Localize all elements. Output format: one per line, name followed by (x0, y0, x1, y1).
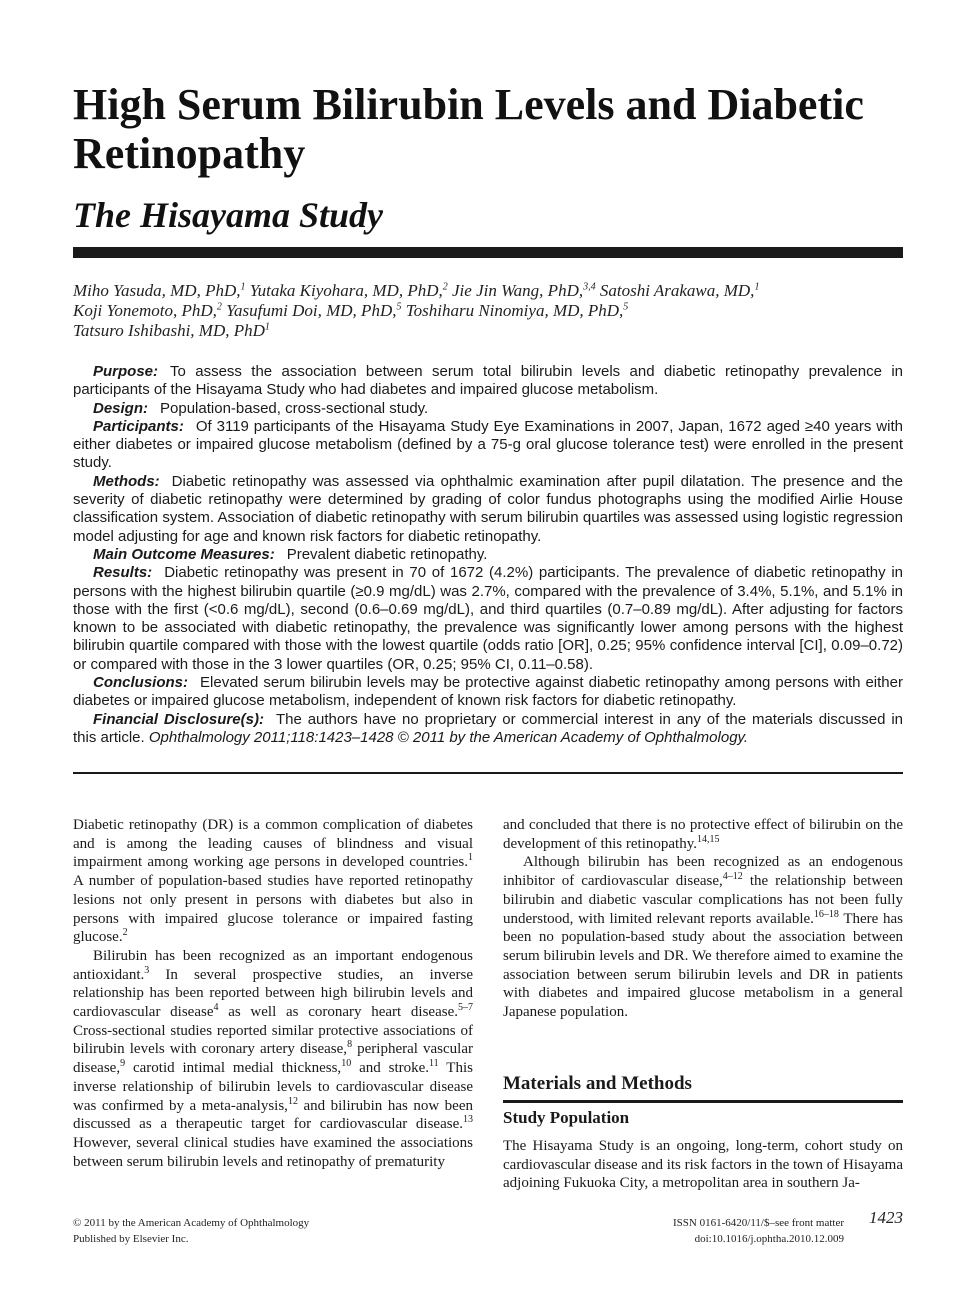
reference-number: 10 (341, 1058, 352, 1070)
reference-number: 5–7 (458, 1002, 473, 1014)
body-text-run: In several prospective studies, an inverse relationship has been reported between high bilirubin levels and cardiovascular disease (73, 966, 473, 1021)
author (73, 281, 246, 300)
subsection-heading: Study Population (503, 1108, 630, 1127)
body-text-run: Although bilirubin has been recognized as an endogenous inhibitor of cardiovascular disease, (503, 854, 903, 890)
footer-right (600, 1215, 844, 1247)
body-paragraph (503, 1137, 903, 1193)
body-column-right (503, 816, 903, 1022)
reference-number: 1 (468, 852, 473, 864)
body-text-run: This inverse relationship of bilirubin levels to cardiovascular disease was confirmed by a meta-analysis, (73, 1060, 473, 1114)
abstract-label: Design: (93, 399, 149, 417)
article-title: High Serum Bilirubin Levels and Diabetic Retinopathy (73, 80, 864, 178)
abstract-section (73, 400, 903, 418)
author-name: Miho Yasuda, MD, PhD, (73, 281, 241, 300)
abstract-section (73, 674, 903, 711)
reference-number: 8 (347, 1039, 353, 1051)
abstract-label: Methods: (93, 472, 160, 490)
footer-publisher: Published by Elsevier Inc. (73, 1233, 189, 1245)
abstract-text: Prevalent diabetic retinopathy. (286, 545, 488, 563)
abstract-label: Main Outcome Measures: (93, 545, 275, 563)
abstract-label: Purpose: (93, 363, 159, 380)
author-name: Toshiharu Ninomiya, MD, PhD, (405, 301, 624, 320)
reference-number: 11 (429, 1058, 439, 1070)
reference-number: 12 (287, 1095, 298, 1107)
author (406, 301, 629, 320)
author-name: Tatsuro Ishibashi, MD, PhD (73, 321, 265, 340)
body-text-run: carotid intimal medial thickness, (125, 1060, 342, 1077)
abstract-section (73, 546, 903, 564)
abstract-label: Results: (93, 564, 153, 582)
page-number: 1423 (869, 1208, 903, 1227)
reference-number: 4 (213, 1002, 219, 1014)
body-column-left (73, 816, 473, 1171)
abstract-text: The authors have no proprietary or commercial interest in any of the materials discussed in this article. (73, 710, 903, 746)
reference-number: 3 (144, 964, 150, 976)
body-text-run: and bilirubin has now been discussed as a therapeutic target for cardiovascular disease. (73, 1097, 473, 1133)
author-affiliation: 3,4 (583, 281, 596, 293)
body-text-run: the relationship between bilirubin and diabetic vascular complications has not been fully understood, with limited relevant reports available. (503, 873, 903, 927)
author-affiliation: 5 (396, 301, 402, 313)
body-text-run: Cross-sectional studies reported similar protective associations of bilirubin levels with coronary artery disease, (73, 1022, 473, 1058)
author-line (73, 301, 903, 321)
abstract-text: To assess the association between serum total bilirubin levels and diabetic retinopathy prevalence in participants of the Hisayama Study who had diabetes and impaired glucose metabolism. (73, 363, 903, 399)
body-paragraph (73, 816, 473, 947)
body-column-right-continued (503, 1137, 903, 1193)
body-text-run: There has been no population-based study about the association between serum bilirubin levels and DR. We therefore aimed to examine the association between serum bilirubin levels and DR in patients with diabetes and impaired glucose metabolism in a general Japanese population. (503, 910, 903, 1021)
body-text-run: A number of population-based studies have reported retinopathy lesions not only present in persons with diabetes but also in persons with impaired glucose tolerance or impaired fasting glucose. (73, 873, 473, 946)
body-paragraph (73, 947, 473, 1171)
body-text-run: peripheral vascular disease, (73, 1041, 473, 1077)
reference-number: 4–12 (722, 871, 743, 883)
author-line (73, 281, 903, 301)
abstract-label: Participants: (93, 417, 184, 435)
body-text-run: as well as coronary heart disease. (218, 1004, 458, 1021)
body-text-run: and concluded that there is no protective effect of bilirubin on the development of this retinopathy. (503, 817, 903, 852)
author (73, 321, 270, 340)
author (600, 281, 760, 300)
article-subtitle: The Hisayama Study (73, 195, 384, 235)
author-name: Jie Jin Wang, PhD, (452, 281, 584, 300)
body-paragraph (503, 816, 903, 853)
body-text-run: Diabetic retinopathy (DR) is a common complication of diabetes and is among the leading causes of blindness and visual impairment among working age persons in developed countries. (73, 817, 473, 871)
author-affiliation: 1 (264, 321, 270, 333)
footer-issn: ISSN 0161-6420/11/$–see front matter (673, 1217, 844, 1229)
body-paragraph (503, 853, 903, 1021)
section-divider (503, 1100, 903, 1103)
abstract-text: Diabetic retinopathy was present in 70 of 1672 (4.2%) participants. The prevalence of diabetic retinopathy in persons with the highest bilirubin quartile (≥0.9 mg/dL) was 2.7%, compared with the prevalence of 3.4%, 5.1%, and 5.1% in those with the first (<0.6 mg/dL), second (0.6–0.69 mg/dL), and third quartiles (0.7–0.89 mg/dL). After adjusting for factors known to be associated with diabetic retinopathy, the prevalence was significantly lower among persons with the highest bilirubin quartile compared with those with the lowest quartile (odds ratio [OR], 0.25; 95% confidence interval [CI], 0.09–0.72) or compared with those in the 3 lower quartiles (OR, 0.25; 95% CI, 0.11–0.58). (73, 564, 903, 673)
author-affiliation: 2 (216, 301, 222, 313)
abstract-divider (73, 772, 903, 774)
author-affiliation: 2 (442, 281, 448, 293)
abstract-section (73, 418, 903, 473)
footer-copyright: © 2011 by the American Academy of Ophthalmology (73, 1217, 310, 1229)
author-name: Yasufumi Doi, MD, PhD, (226, 301, 397, 320)
reference-number: 16–18 (813, 908, 839, 920)
author (250, 281, 448, 300)
author-affiliation: 1 (754, 281, 760, 293)
footer-doi: doi:10.1016/j.ophtha.2010.12.009 (694, 1233, 844, 1245)
author (73, 301, 222, 320)
abstract-section (73, 363, 903, 400)
abstract-text: Diabetic retinopathy was assessed via ophthalmic examination after pupil dilatation. The presence and the severity of diabetic retinopathy were determined by grading of color fundus photographs using the modified Airlie House classification system. Association of diabetic retinopathy with serum bilirubin quartiles was assessed using logistic regression model adjusting for age and known risk factors for diabetic retinopathy. (73, 472, 903, 545)
abstract-text: Of 3119 participants of the Hisayama Study Eye Examinations in 2007, Japan, 1672 aged ≥40 years with either diabetes or impaired glucose metabolism (defined by a 75-g oral glucose tolerance test) were enrolled in the present study. (73, 417, 903, 472)
author-affiliation: 5 (623, 301, 629, 313)
author-name: Koji Yonemoto, PhD, (73, 301, 217, 320)
abstract-citation: Ophthalmology 2011;118:1423–1428 © 2011 by the American Academy of Ophthalmology. (148, 728, 749, 746)
body-text-run: and stroke. (351, 1060, 430, 1077)
abstract-label: Financial Disclosure(s): (93, 710, 264, 728)
abstract-section (73, 711, 903, 748)
footer-left (73, 1215, 309, 1247)
abstract-text: Elevated serum bilirubin levels may be protective against diabetic retinopathy among persons with either diabetes or impaired glucose metabolism, independent of known risk factors for diabetic retinopathy. (73, 674, 903, 710)
abstract (73, 363, 903, 747)
reference-number: 14,15 (696, 833, 720, 845)
author-name: Satoshi Arakawa, MD, (599, 281, 755, 300)
author-line (73, 321, 903, 341)
body-text-run: However, several clinical studies have examined the associations between serum bilirubin levels and retinopathy of prematurity (73, 1134, 473, 1170)
title-divider (73, 247, 903, 258)
abstract-section (73, 473, 903, 546)
abstract-text: Population-based, cross-sectional study. (160, 399, 429, 417)
author-list (73, 281, 903, 341)
section-heading: Materials and Methods (503, 1073, 692, 1094)
reference-number: 9 (120, 1058, 126, 1070)
abstract-label: Conclusions: (93, 674, 189, 692)
author-affiliation: 1 (240, 281, 246, 293)
reference-number: 13 (463, 1114, 473, 1126)
author (452, 281, 596, 300)
author (226, 301, 401, 320)
author-name: Yutaka Kiyohara, MD, PhD, (249, 281, 443, 300)
body-text-run: The Hisayama Study is an ongoing, long-term, cohort study on cardiovascular disease and its risk factors in the town of Hisayama adjoining Fukuoka City, a metropolitan area in southern Ja- (503, 1138, 903, 1192)
body-text-run: Bilirubin has been recognized as an important endogenous antioxidant. (73, 947, 473, 983)
reference-number: 2 (122, 927, 128, 939)
abstract-section (73, 564, 903, 674)
